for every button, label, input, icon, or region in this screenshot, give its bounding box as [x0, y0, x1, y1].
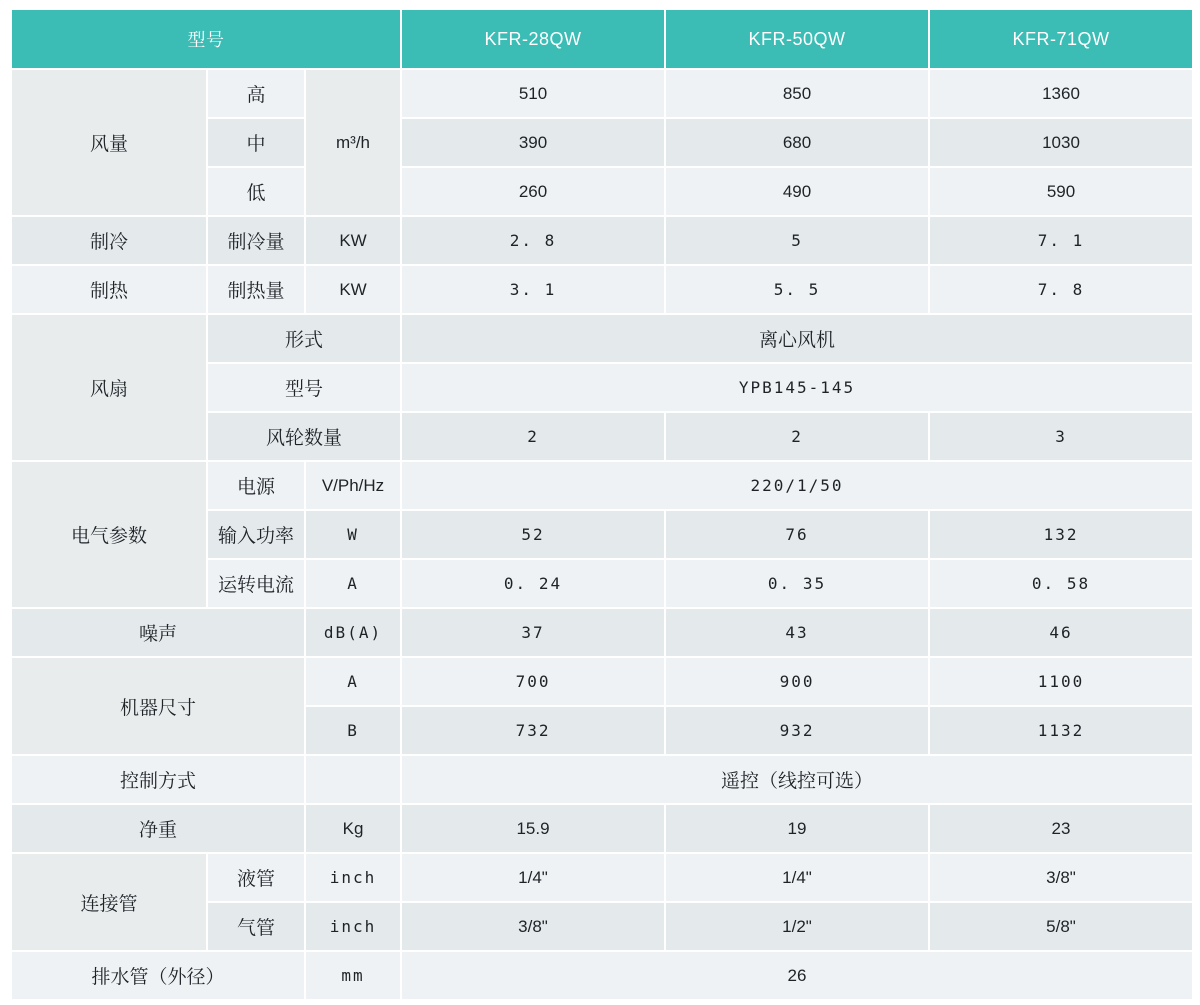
liquid-pipe-value-50: 1/4" [666, 854, 928, 901]
fan-form-value: 离心风机 [402, 315, 1192, 362]
table-row [12, 854, 1192, 901]
power-supply-value: 220/1/50 [402, 462, 1192, 509]
fan-section-label: 风扇 [12, 315, 206, 460]
spec-table [10, 8, 1194, 1001]
airflow-mid-value-28: 390 [402, 119, 664, 166]
table-row [12, 315, 1192, 362]
cooling-unit: KW [306, 217, 400, 264]
table-row [12, 805, 1192, 852]
electrical-section-label: 电气参数 [12, 462, 206, 607]
running-current-value-71: 0. 58 [930, 560, 1192, 607]
dimension-a-value-71: 1100 [930, 658, 1192, 705]
gas-pipe-unit: inch [306, 903, 400, 950]
heating-value-28: 3. 1 [402, 266, 664, 313]
cooling-value-50: 5 [666, 217, 928, 264]
drain-pipe-unit: mm [306, 952, 400, 999]
airflow-mid-value-71: 1030 [930, 119, 1192, 166]
input-power-unit: W [306, 511, 400, 558]
airflow-level-low-label: 低 [208, 168, 304, 215]
power-supply-label: 电源 [208, 462, 304, 509]
cooling-capacity-label: 制冷量 [208, 217, 304, 264]
cooling-value-71: 7. 1 [930, 217, 1192, 264]
airflow-low-value-71: 590 [930, 168, 1192, 215]
table-row [12, 217, 1192, 264]
model-header-kfr28qw: KFR-28QW [402, 10, 664, 68]
dimensions-section-label: 机器尺寸 [12, 658, 304, 754]
fan-model-label: 型号 [208, 364, 400, 411]
airflow-high-value-50: 850 [666, 70, 928, 117]
heating-value-71: 7. 8 [930, 266, 1192, 313]
dimension-b-label: B [306, 707, 400, 754]
fan-form-label: 形式 [208, 315, 400, 362]
dimension-b-value-50: 932 [666, 707, 928, 754]
noise-section-label: 噪声 [12, 609, 304, 656]
airflow-level-mid-label: 中 [208, 119, 304, 166]
dimension-b-value-28: 732 [402, 707, 664, 754]
table-row [12, 658, 1192, 705]
power-supply-unit: V/Ph/Hz [306, 462, 400, 509]
liquid-pipe-label: 液管 [208, 854, 304, 901]
dimension-b-value-71: 1132 [930, 707, 1192, 754]
table-row [12, 266, 1192, 313]
airflow-high-value-28: 510 [402, 70, 664, 117]
dimension-a-label: A [306, 658, 400, 705]
airflow-mid-value-50: 680 [666, 119, 928, 166]
running-current-value-28: 0. 24 [402, 560, 664, 607]
cooling-value-28: 2. 8 [402, 217, 664, 264]
input-power-value-50: 76 [666, 511, 928, 558]
table-row [12, 462, 1192, 509]
table-row [12, 756, 1192, 803]
noise-unit: dB(A) [306, 609, 400, 656]
heating-value-50: 5. 5 [666, 266, 928, 313]
noise-value-71: 46 [930, 609, 1192, 656]
airflow-level-high-label: 高 [208, 70, 304, 117]
fan-model-value: YPB145-145 [402, 364, 1192, 411]
control-value: 遥控（线控可选） [402, 756, 1192, 803]
drain-pipe-value: 26 [402, 952, 1192, 999]
heating-unit: KW [306, 266, 400, 313]
running-current-label: 运转电流 [208, 560, 304, 607]
gas-pipe-value-71: 5/8" [930, 903, 1192, 950]
liquid-pipe-value-28: 1/4" [402, 854, 664, 901]
fan-wheel-count-71: 3 [930, 413, 1192, 460]
header-row [12, 10, 1192, 68]
net-weight-section-label: 净重 [12, 805, 304, 852]
running-current-unit: A [306, 560, 400, 607]
airflow-unit: m³/h [306, 70, 400, 215]
noise-value-50: 43 [666, 609, 928, 656]
net-weight-value-71: 23 [930, 805, 1192, 852]
input-power-value-28: 52 [402, 511, 664, 558]
model-header-kfr50qw: KFR-50QW [666, 10, 928, 68]
gas-pipe-label: 气管 [208, 903, 304, 950]
input-power-label: 输入功率 [208, 511, 304, 558]
dimension-a-value-50: 900 [666, 658, 928, 705]
gas-pipe-value-50: 1/2" [666, 903, 928, 950]
model-header-kfr71qw: KFR-71QW [930, 10, 1192, 68]
heating-section-label: 制热 [12, 266, 206, 313]
fan-wheel-count-28: 2 [402, 413, 664, 460]
liquid-pipe-value-71: 3/8" [930, 854, 1192, 901]
airflow-section-label: 风量 [12, 70, 206, 215]
control-unit-empty [306, 756, 400, 803]
heating-capacity-label: 制热量 [208, 266, 304, 313]
airflow-high-value-71: 1360 [930, 70, 1192, 117]
model-header-label: 型号 [12, 10, 400, 68]
airflow-low-value-50: 490 [666, 168, 928, 215]
cooling-section-label: 制冷 [12, 217, 206, 264]
net-weight-unit: Kg [306, 805, 400, 852]
fan-wheel-count-label: 风轮数量 [208, 413, 400, 460]
drain-pipe-section-label: 排水管（外径） [12, 952, 304, 999]
net-weight-value-28: 15.9 [402, 805, 664, 852]
table-row [12, 70, 1192, 117]
airflow-low-value-28: 260 [402, 168, 664, 215]
noise-value-28: 37 [402, 609, 664, 656]
table-row [12, 609, 1192, 656]
liquid-pipe-unit: inch [306, 854, 400, 901]
net-weight-value-50: 19 [666, 805, 928, 852]
table-row [12, 952, 1192, 999]
input-power-value-71: 132 [930, 511, 1192, 558]
running-current-value-50: 0. 35 [666, 560, 928, 607]
dimension-a-value-28: 700 [402, 658, 664, 705]
control-section-label: 控制方式 [12, 756, 304, 803]
gas-pipe-value-28: 3/8" [402, 903, 664, 950]
fan-wheel-count-50: 2 [666, 413, 928, 460]
piping-section-label: 连接管 [12, 854, 206, 950]
